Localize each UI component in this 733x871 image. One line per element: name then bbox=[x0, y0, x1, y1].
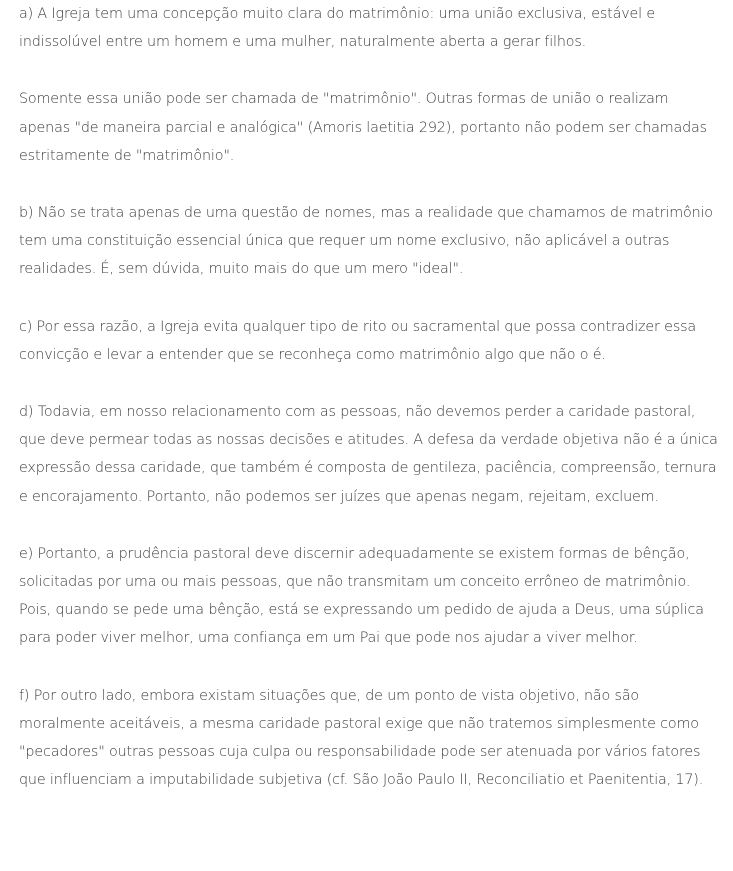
paragraph-f: f) Por outro lado, embora existam situações que, de um ponto de vista objetivo, não são moralmente aceitáveis, a mesma caridade pastoral exige que não tratemos simplesmente como "pecadores" outras pessoas cuja culpa ou responsabilidade pode ser atenuada por vários fatores que influenciam a imputabilidade subjetiva (cf. São João Paulo II, Reconciliatio et Paenitentia, 17). bbox=[19, 687, 704, 789]
paragraph-c: c) Por essa razão, a Igreja evita qualquer tipo de rito ou sacramental que possa contradizer essa convicção e levar a entender que se reconheça como matrimônio algo que não o é. bbox=[19, 318, 697, 363]
paragraph-b: b) Não se trata apenas de uma questão de nomes, mas a realidade que chamamos de matrimônio tem uma constituição essencial única que requer um nome exclusivo, não aplicável a outras realidades. É, sem dúvida, muito mais do que um mero "ideal". bbox=[19, 205, 713, 278]
paragraph-matrimonio-definition: Somente essa união pode ser chamada de "matrimônio". Outras formas de união o realizam apenas "de maneira parcial e analógica" (Amoris laetitia 292), portanto não podem ser chamadas estritamente de "matrimônio". bbox=[19, 91, 707, 164]
paragraph-d: d) Todavia, em nosso relacionamento com as pessoas, não devemos perder a caridade pastoral, que deve permear todas as nossas decisões e atitudes. A defesa da verdade objetiva não é a única expressão dessa caridade, que também é composta de gentileza, paciência, compreensão, ternura e encorajamento. Portanto, não podemos ser juízes que apenas negam, rejeitam, excluem. bbox=[19, 404, 718, 505]
paragraph-a: a) A Igreja tem uma concepção muito clara do matrimônio: uma união exclusiva, estável e indissolúvel entre um homem e uma mulher, naturalmente aberta a gerar filhos. bbox=[19, 6, 656, 51]
paragraph-e: e) Portanto, a prudência pastoral deve discernir adequadamente se existem formas de bênção, solicitadas por uma ou mais pessoas, que não transmitam um conceito errôneo de matrimônio. Pois, quando se pede uma bênção, está se expressando um pedido de ajuda a Deus, uma súplica para poder viver melhor, uma confiança em um Pai que pode nos ajudar a viver melhor. bbox=[19, 545, 704, 647]
article-body bbox=[19, 0, 719, 823]
